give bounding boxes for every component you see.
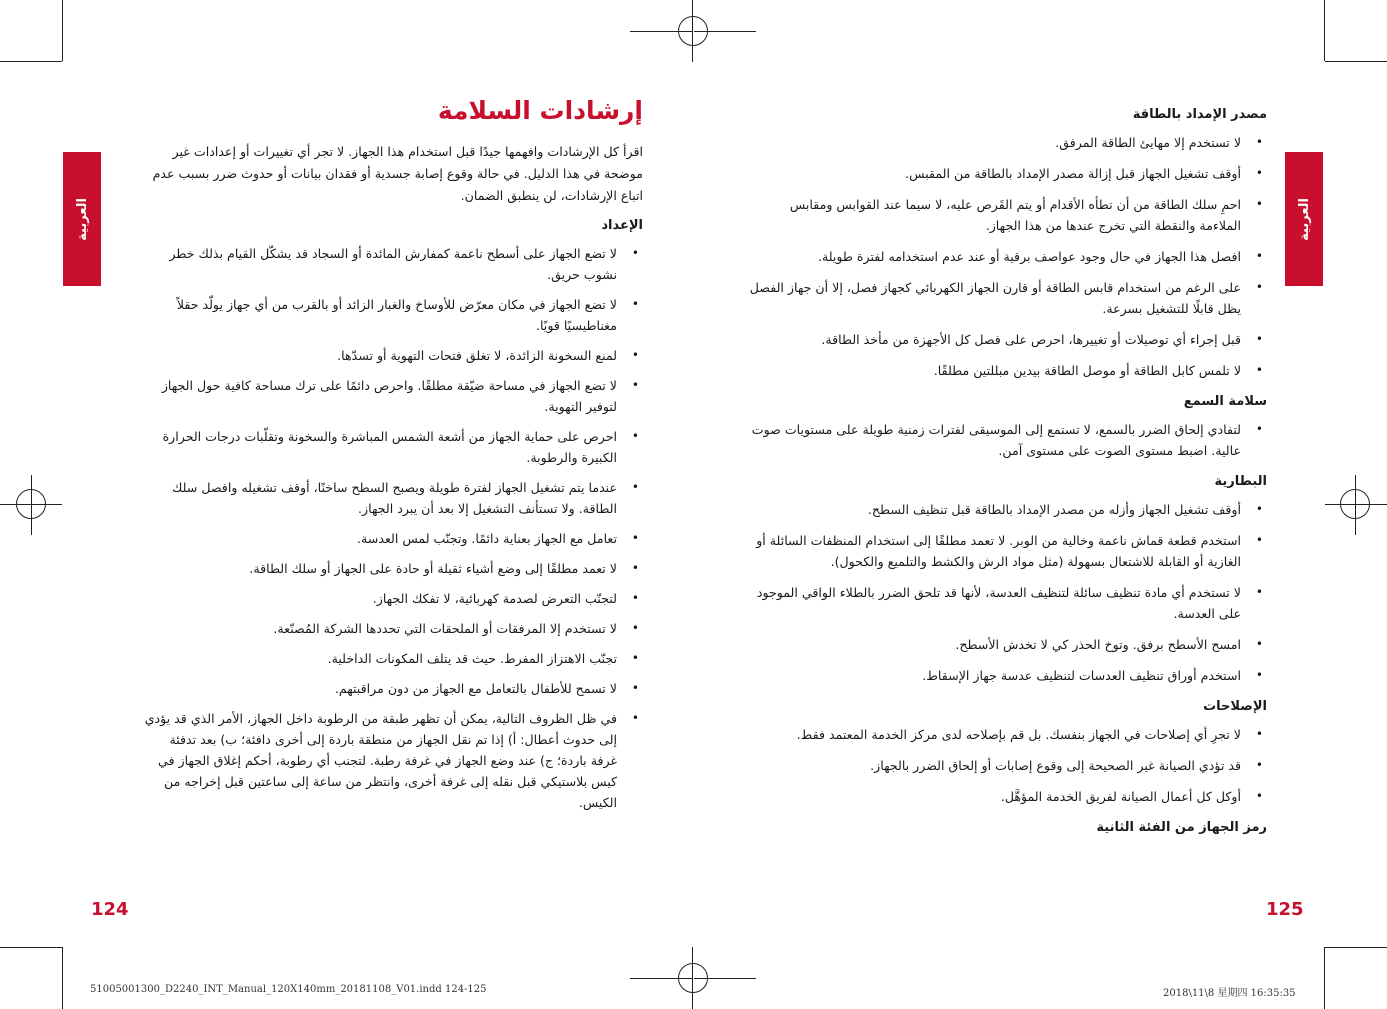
list-item: • لا تضع الجهاز على أسطح ناعمة كمفارش المائدة أو السجاد قد يشكّل القيام بذلك خطر نشوب حريق. <box>140 243 643 285</box>
file-slug: 51005001300_D2240_INT_Manual_120X140mm_20181108_V01.indd 124-125 <box>90 984 487 995</box>
crop-mark <box>0 947 62 948</box>
crop-mark <box>694 31 756 32</box>
crop-mark <box>1355 475 1356 535</box>
list-item: • لمنع السخونة الزائدة، لا تغلق فتحات التهوية أو تسدّها. <box>140 345 643 366</box>
setup-list <box>140 243 643 813</box>
power-supply-list <box>745 132 1267 381</box>
repairs-heading: الإصلاحات <box>1203 699 1267 714</box>
list-item: • لا تلمس كابل الطاقة أو موصل الطاقة بيدين مبللتين مطلقًا. <box>745 360 1267 381</box>
crop-mark <box>1325 61 1387 62</box>
list-item: • لا تجرِ أي إصلاحات في الجهاز بنفسك. بل قم بإصلاحه لدى مركز الخدمة المعتمد فقط. <box>745 724 1267 745</box>
list-item: • عندما يتم تشغيل الجهاز لفترة طويلة ويصبح السطح ساخنًا، أوقف تشغيله وافصل سلك الطاقة. ولا تستأنف التشغيل إلا بعد أن يبرد الجهاز. <box>140 477 643 519</box>
battery-list <box>745 499 1267 686</box>
crop-mark <box>692 947 693 1009</box>
list-item: • احمِ سلك الطاقة من أن تطأه الأقدام أو يتم القَرص عليه، لا سيما عند القوابس ومقابس الملاءمة والنقطة التي تخرج عندها من هذا الجهاز. <box>745 194 1267 236</box>
setup-heading: الإعداد <box>601 218 643 233</box>
crop-mark <box>1325 947 1387 948</box>
crop-mark <box>692 0 693 62</box>
power-and-care-column <box>745 96 1267 845</box>
hearing-safety-list <box>745 419 1267 461</box>
language-tab-label: العربية <box>1296 197 1312 241</box>
list-item: • أوقف تشغيل الجهاز قبل إزالة مصدر الإمداد بالطاقة من المقبس. <box>745 163 1267 184</box>
list-item: • لا تعمد مطلقًا إلى وضع أشياء ثقيلة أو حادة على الجهاز أو سلك الطاقة. <box>140 558 643 579</box>
list-item: • احرص على حماية الجهاز من أشعة الشمس المباشرة والسخونة وتقلّبات درجات الحرارة الكبيرة والرطوبة. <box>140 426 643 468</box>
list-item: • لا تضع الجهاز في مساحة ضيّقة مطلقًا. واحرص دائمًا على ترك مساحة كافية حول الجهاز لتوفير التهوية. <box>140 375 643 417</box>
list-item: • لا تستخدم إلا المرفقات أو الملحقات التي تحددها الشركة المُصنّعة. <box>140 618 643 639</box>
list-item: • لتفادي إلحاق الضرر بالسمع، لا تستمع إلى الموسيقى لفترات زمنية طويلة على مستويات صوت عالية. اضبط مستوى الصوت على مستوى آمن. <box>745 419 1267 461</box>
list-item: • استخدم أوراق تنظيف العدسات لتنظيف عدسة جهاز الإسقاط. <box>745 665 1267 686</box>
list-item: • لا تسمح للأطفال بالتعامل مع الجهاز من دون مراقبتهم. <box>140 678 643 699</box>
date-slug: 2018\11\8 星期四 16:35:35 <box>1163 988 1296 999</box>
list-item: • أوقف تشغيل الجهاز وأزله من مصدر الإمداد بالطاقة قبل تنظيف السطح. <box>745 499 1267 520</box>
crop-mark <box>1324 947 1325 1009</box>
class2-heading: رمز الجهاز من الفئة الثانية <box>1096 820 1267 835</box>
list-item: • لتجنّب التعرض لصدمة كهربائية، لا تفكك الجهاز. <box>140 588 643 609</box>
crop-mark <box>1324 0 1325 61</box>
list-item: • استخدم قطعة قماش ناعمة وخالية من الوبر. لا تعمد مطلقًا إلى استخدام المنظفات السائلة أو الغازية أو القابلة للاشتعال بسهولة (مثل مواد الرش والكشط والتلميع والكحول). <box>745 530 1267 572</box>
list-item: • لا تستخدم إلا مهايئ الطاقة المرفق. <box>745 132 1267 153</box>
list-item: • في ظل الظروف التالية، يمكن أن تظهر طبقة من الرطوبة داخل الجهاز، الأمر الذي قد يؤدي إلى حدوث أعطال: أ) إذا تم نقل الجهاز من منطقة باردة إلى أخرى دافئة؛ ب) بعد تدفئة غرفة باردة؛ ج) عند وضع الجهاز في غرفة رطبة. لتجنب أي رطوبة، أحكم إغلاق الجهاز في كيس بلاستيكي قبل نقله إلى غرفة أخرى، وانتظر من ساعة إلى ساعتين قبل إخراجه من الكيس. <box>140 708 643 813</box>
list-item: • تجنّب الاهتزاز المفرط. حيث قد يتلف المكونات الداخلية. <box>140 648 643 669</box>
list-item: • أوكل كل أعمال الصيانة لفريق الخدمة المؤهَّل. <box>745 786 1267 807</box>
crop-mark <box>62 0 63 61</box>
crop-mark <box>31 475 32 535</box>
list-item: • لا تضع الجهاز في مكان معرّض للأوساخ والغبار الزائد أو بالقرب من أي جهاز يولّد حقلاً مغناطيسيًا قويًا. <box>140 294 643 336</box>
list-item: • قد تؤدي الصيانة غير الصحيحة إلى وقوع إصابات أو إلحاق الضرر بالجهاز. <box>745 755 1267 776</box>
crop-mark <box>62 947 63 1009</box>
page-number: 125 <box>1266 899 1304 920</box>
list-item: • على الرغم من استخدام قابس الطاقة أو قارن الجهاز الكهربائي كجهاز فصل، إلا أن جهاز الفصل يظل قابلًا للتشغيل بسرعة. <box>745 277 1267 319</box>
language-tab <box>63 152 101 286</box>
list-item: • تعامل مع الجهاز بعناية دائمًا. وتجنّب لمس العدسة. <box>140 528 643 549</box>
list-item: • لا تستخدم أي مادة تنظيف سائلة لتنظيف العدسة، لأنها قد تلحق الضرر بالطلاء الواقي الموجود على العدسة. <box>745 582 1267 624</box>
battery-heading: البطارية <box>1214 474 1267 489</box>
list-item: • امسح الأسطح برفق. وتوخ الحذر كي لا تخدش الأسطح. <box>745 634 1267 655</box>
list-item: • افصل هذا الجهاز في حال وجود عواصف برقية أو عند عدم استخدامه لفترة طويلة. <box>745 246 1267 267</box>
list-item: • قبل إجراء أي توصيلات أو تغييرها، احرص على فصل كل الأجهزة من مأخذ الطاقة. <box>745 329 1267 350</box>
hearing-safety-heading: سلامة السمع <box>1183 394 1267 409</box>
language-tab <box>1285 152 1323 286</box>
page-title: إرشادات السلامة <box>437 96 643 125</box>
safety-instructions-column <box>140 96 643 822</box>
crop-mark <box>694 978 756 979</box>
intro-paragraph: اقرأ كل الإرشادات وافهمها جيدًا قبل استخدام هذا الجهاز. لا تجر أي تغييرات أو إعدادات غير موضحة في هذا الدليل. في حالة وقوع إصابة جسدية أو فقدان بيانات أو حدوث ضرر بسبب عدم اتباع الإرشادات، لن ينطبق الضمان. <box>152 144 643 203</box>
language-tab-label: العربية <box>74 197 90 241</box>
crop-mark <box>0 61 62 62</box>
page-number: 124 <box>91 899 129 920</box>
repairs-list <box>745 724 1267 807</box>
power-supply-heading: مصدر الإمداد بالطاقة <box>1132 107 1267 122</box>
page-124 <box>0 0 693 1009</box>
